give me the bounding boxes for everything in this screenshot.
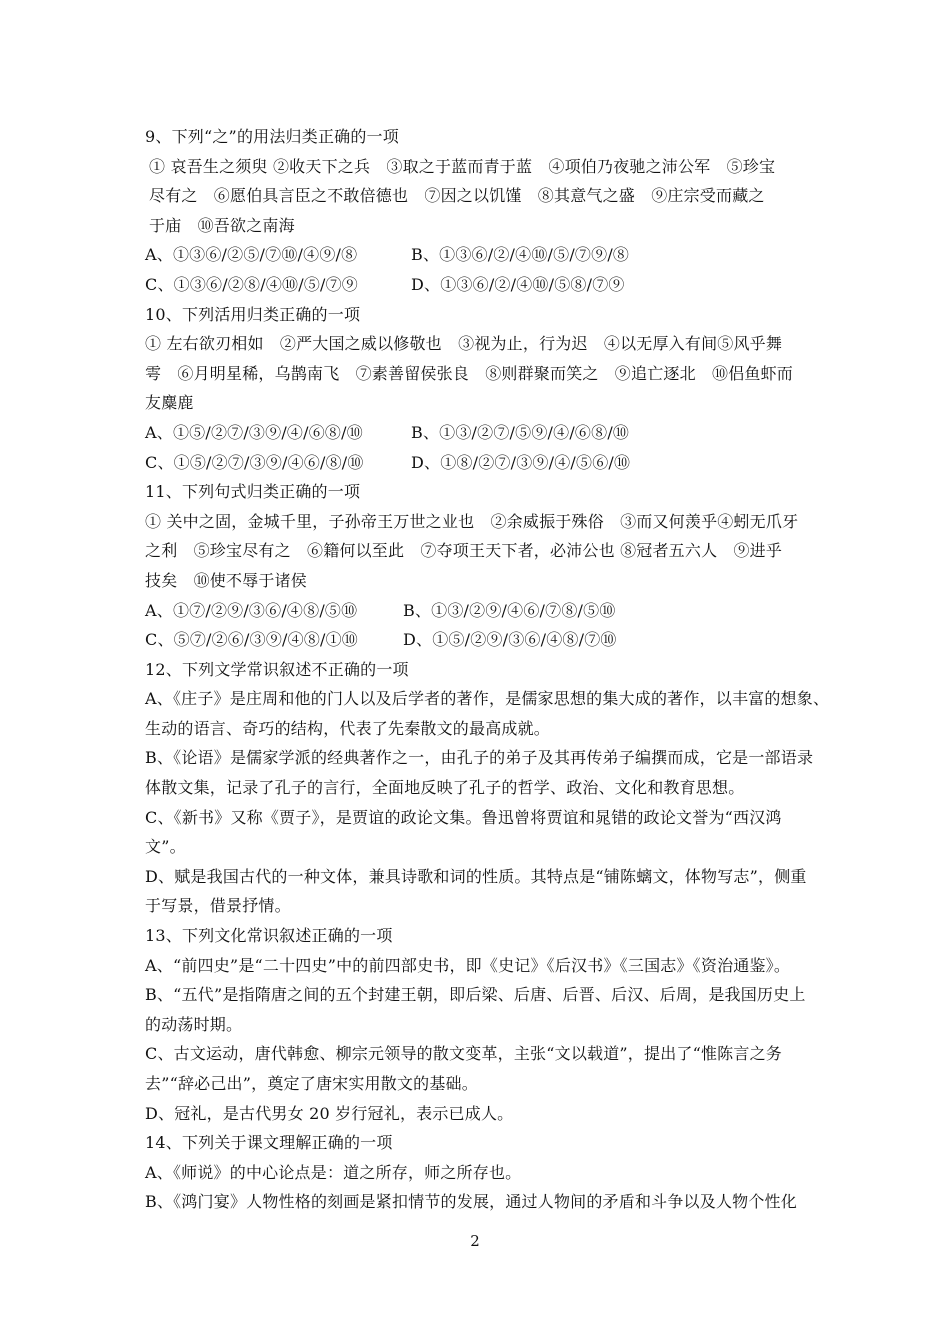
question-9-text-line: 于庙 ⑩吾欲之南海: [149, 215, 295, 235]
option-b: B、①③⑥/②/④⑩/⑤/⑦⑨/⑧: [411, 245, 630, 265]
question-10-text-line: 雩 ⑥月明星稀，乌鹊南飞 ⑦素善留侯张良 ⑧则群聚而笑之 ⑨追亡逐北 ⑩侣鱼虾而: [145, 363, 794, 383]
question-14-title: 14、下列关于课文理解正确的一项: [145, 1133, 393, 1153]
question-13-text-line: 的动荡时期。: [145, 1014, 243, 1034]
option-d: D、①③⑥/②/④⑩/⑤⑧/⑦⑨: [411, 274, 625, 294]
question-11-text-line: 技矣 ⑩使不辱于诸侯: [145, 570, 308, 590]
question-10-text-line: 友麋鹿: [145, 393, 194, 413]
question-9-options-row: [145, 240, 825, 270]
question-14-text-line: B、《鸿门宴》人物性格的刻画是紧扣情节的发展，通过人物间的矛盾和斗争以及人物个性化: [145, 1192, 797, 1212]
question-13-text-line: A、“前四史”是“二十四史”中的前四部史书，即《史记》《后汉书》《三国志》《资治通鉴》。: [145, 955, 791, 975]
question-12-text-line: 生动的语言、奇巧的结构，代表了先秦散文的最高成就。: [145, 718, 551, 738]
question-11-text-line: ① 关中之固，金城千里，子孙帝王万世之业也 ②余威振于殊俗 ③而又何羡乎④蚓无爪牙: [145, 511, 799, 531]
question-12-text-line: 于写景，借景抒情。: [145, 896, 291, 916]
option-c: C、⑤⑦/②⑥/③⑨/④⑧/①⑩: [145, 630, 359, 650]
question-11-options-row: [145, 596, 825, 626]
question-13-title: 13、下列文化常识叙述正确的一项: [145, 926, 393, 946]
question-13-text-line: D、冠礼，是古代男女 20 岁行冠礼，表示已成人。: [145, 1103, 514, 1123]
question-9-text-line: 尽有之 ⑥愿伯具言臣之不敢倍德也 ⑦因之以饥馑 ⑧其意气之盛 ⑨庄宗受而藏之: [149, 186, 765, 206]
option-a: A、①③⑥/②⑤/⑦⑩/④⑨/⑧: [145, 245, 358, 265]
question-10-text-line: ① 左右欲刃相如 ②严大国之威以修敬也 ③视为止，行为迟 ④以无厚入有间⑤风乎舞: [145, 334, 783, 354]
question-10-title: 10、下列活用归类正确的一项: [145, 304, 361, 324]
question-14-text-line: A、《师说》的中心论点是：道之所存，师之所存也。: [145, 1162, 522, 1182]
option-b: B、①③/②⑦/⑤⑨/④/⑥⑧/⑩: [411, 422, 630, 442]
question-13-text-line: C、古文运动，唐代韩愈、柳宗元领导的散文变革，主张“文以载道”，提出了“惟陈言之务: [145, 1044, 782, 1064]
question-11-options-row: [145, 625, 825, 655]
question-9-title: 9、下列“之”的用法归类正确的一项: [145, 127, 399, 146]
question-10-options-row: [145, 418, 825, 448]
option-d: D、①⑤/②⑨/③⑥/④⑧/⑦⑩: [403, 630, 617, 650]
page-content: [145, 122, 830, 1217]
question-12-text-line: A、《庄子》是庄周和他的门人以及后学者的著作，是儒家思想的集大成的著作，以丰富的想象、: [145, 689, 830, 709]
question-11-title: 11、下列句式归类正确的一项: [145, 482, 361, 502]
question-12-text-line: B、《论语》是儒家学派的经典著作之一，由孔子的弟子及其再传弟子编撰而成，它是一部语录: [145, 748, 814, 768]
question-13-text-line: 去”“辞必己出”，奠定了唐宋实用散文的基础。: [145, 1074, 478, 1093]
option-b: B、①③/②⑨/④⑥/⑦⑧/⑤⑩: [403, 600, 616, 620]
option-c: C、①⑤/②⑦/③⑨/④⑥/⑧/⑩: [145, 452, 364, 472]
question-10-options-row: [145, 448, 825, 478]
question-9-text-line: ① 哀吾生之须臾 ②收天下之兵 ③取之于蓝而青于蓝 ④项伯乃夜驰之沛公军 ⑤珍宝: [149, 156, 776, 176]
question-11-text-line: 之利 ⑤珍宝尽有之 ⑥籍何以至此 ⑦夺项王天下者，必沛公也 ⑧冠者五六人 ⑨进乎: [145, 541, 783, 561]
option-c: C、①③⑥/②⑧/④⑩/⑤/⑦⑨: [145, 274, 359, 294]
question-12-text-line: 文”。: [145, 837, 186, 857]
option-a: A、①⑤/②⑦/③⑨/④/⑥⑧/⑩: [145, 422, 363, 442]
question-13-text-line: B、“五代”是指隋唐之间的五个封建王朝，即后梁、后唐、后晋、后汉、后周，是我国历史上: [145, 985, 806, 1005]
question-12-text-line: C、《新书》又称《贾子》，是贾谊的政论文集。鲁迅曾将贾谊和晁错的政论文誉为“西汉鸿: [145, 807, 782, 827]
question-9-options-row: [145, 270, 825, 300]
option-d: D、①⑧/②⑦/③⑨/④/⑤⑥/⑩: [411, 452, 631, 472]
page-number: 2: [470, 1232, 480, 1250]
question-12-text-line: D、赋是我国古代的一种文体，兼具诗歌和词的性质。其特点是“铺陈螭文，体物写志”，侧重: [145, 866, 807, 886]
question-12-title: 12、下列文学常识叙述不正确的一项: [145, 659, 409, 679]
question-12-text-line: 体散文集，记录了孔子的言行，全面地反映了孔子的哲学、政治、文化和教育思想。: [145, 778, 745, 798]
option-a: A、①⑦/②⑨/③⑥/④⑧/⑤⑩: [145, 600, 358, 620]
